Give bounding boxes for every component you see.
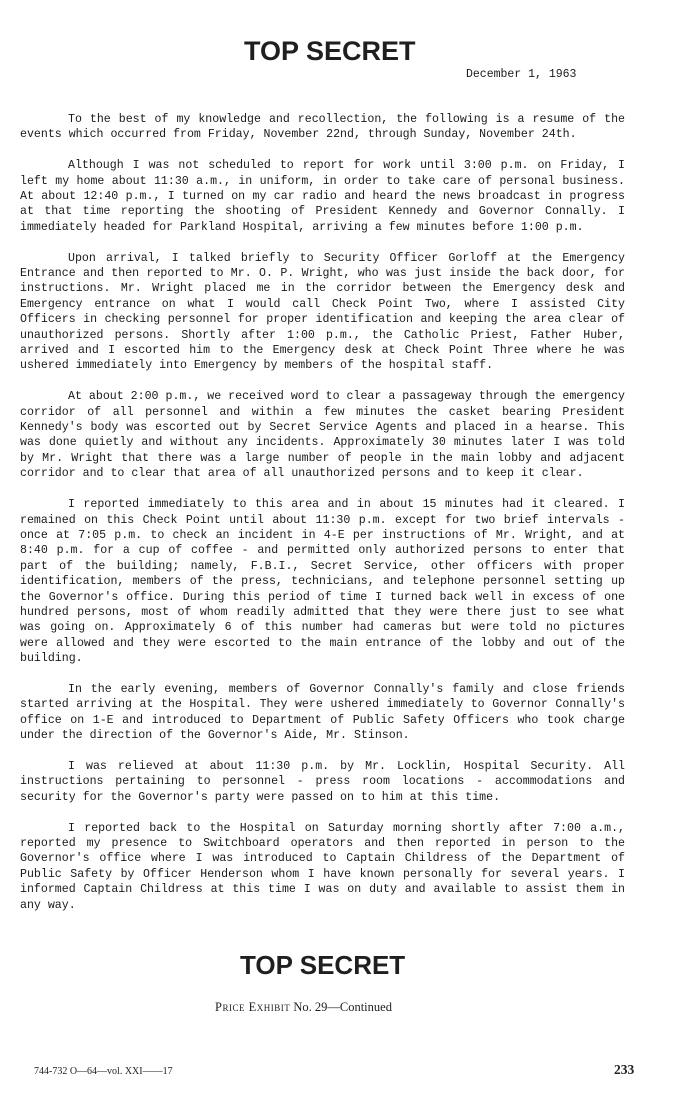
paragraph: In the early evening, members of Governor Connally's family and close friends started arriving at the Hospital. They were ushered immediately to Governor Connally's office on 1-E and introduced to Department of Public Safety Officers who took charge under the direction of the Governor's Aide, Mr. Stinson. bbox=[20, 682, 625, 743]
paragraph: I reported back to the Hospital on Saturday morning shortly after 7:00 a.m., reported my presence to Switchboard operators and then reported in person to the Governor's office where I was introduced to Captain Childress of the Department of Public Safety by Officer Henderson whom I have known personally for several years. I informed Captain Childress at this time I was on duty and available to assist them in any way. bbox=[20, 821, 625, 912]
paragraph: I was relieved at about 11:30 p.m. by Mr. Locklin, Hospital Security. All instructions pertaining to personnel - press room locations - accommodations and security for the Governor's party were passed on to him at this time. bbox=[20, 759, 625, 804]
paragraph: At about 2:00 p.m., we received word to clear a passageway through the emergency corridor of all personnel and within a few minutes the casket bearing President Kennedy's body was escorted out by Secret Service Agents and placed in a hearse. This was done quietly and without any incidents. Approximately 30 minutes later I was told by Mr. Wright that there was a large number of people in the main lobby and adjacent corridor and to clear that area of all unauthorized persons and to keep it clear. bbox=[20, 390, 625, 481]
paragraph: Upon arrival, I talked briefly to Security Officer Gorloff at the Emergency Entrance and then reported to Mr. O. P. Wright, who was just inside the back door, for instructions. Mr. Wright placed me in the corridor between the Emergency desk and Emergency entrance on what I would call Check Point Two, where I assisted City Officers in checking personnel for proper identification and keeping the area clear of unauthorized persons. Shortly after 1:00 p.m., the Catholic Priest, Father Huber, arrived and I escorted him to the Emergency desk at Check Point Three where he was ushered immediately into Emergency by members of the hospital staff. bbox=[20, 251, 625, 373]
document-date: December 1, 1963 bbox=[466, 68, 577, 81]
bottom-secret-stamp: TOP SECRET bbox=[240, 950, 406, 980]
exhibit-caption-label: Price Exhibit bbox=[215, 1000, 291, 1014]
paragraph: I reported immediately to this area and in about 15 minutes had it cleared. I remained on this Check Point until about 11:30 p.m. except for two brief intervals - once at 7:05 p.m. to check an incident in 4-E per instructions of Mr. Wright, and at 8:40 p.m. for a cup of coffee - and permitted only authorized persons to enter that part of the building; namely, F.B.I., Secret Service, other officers with proper identification, members of the press, technicians, and telephone personnel setting up the Governor's office. During this period of time I turned back well in excess of one hundred persons, most of whom readily admitted that they were there just to see what was going on. Approximately 6 of this number had cameras but were told no pictures were allowed and they were escorted to the main entrance of the lobby and out of the building. bbox=[20, 498, 625, 666]
paragraph: Although I was not scheduled to report for work until 3:00 p.m. on Friday, I left my home about 11:30 a.m., in uniform, in order to take care of personal business. At about 12:40 p.m., I turned on my car radio and heard the news broadcast in progress at that time reporting the shooting of President Kennedy and Governor Connally. I immediately headed for Parkland Hospital, arriving a few minutes before 1:00 p.m. bbox=[20, 159, 625, 234]
document-body bbox=[20, 112, 625, 913]
print-line: 744-732 O—64—vol. XXI——17 bbox=[34, 1066, 173, 1077]
page-number: 233 bbox=[614, 1062, 635, 1077]
exhibit-caption bbox=[215, 1000, 392, 1015]
top-secret-stamp: TOP SECRET bbox=[244, 36, 416, 66]
exhibit-caption-number: No. 29—Continued bbox=[290, 1000, 392, 1014]
paragraph: To the best of my knowledge and recollection, the following is a resume of the events which occurred from Friday, November 22nd, through Sunday, November 24th. bbox=[20, 113, 625, 142]
